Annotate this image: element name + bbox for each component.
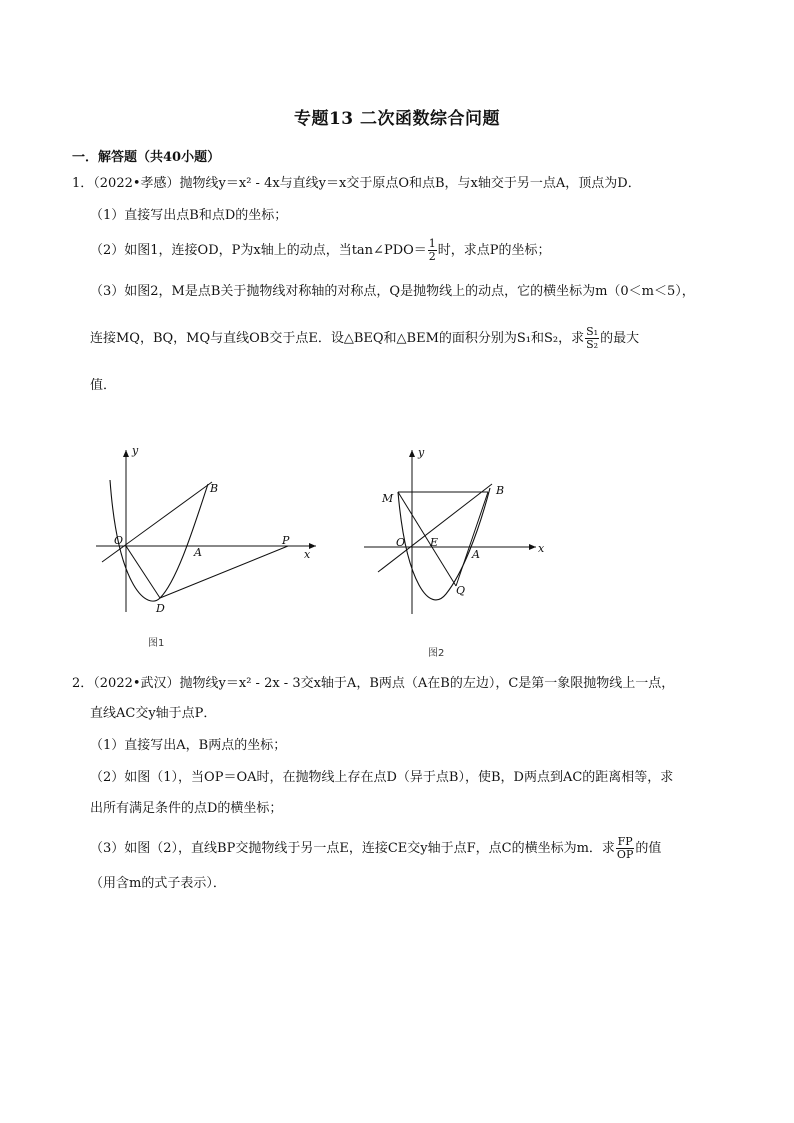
problem-1-part-3-line-3: 值． xyxy=(90,378,117,393)
segment-DP xyxy=(160,546,288,598)
segment-BQ xyxy=(456,492,488,586)
problem-2-part-3-line-2: （用含m的式子表示）． xyxy=(90,876,226,891)
label-y: y xyxy=(418,446,425,459)
label-P: P xyxy=(282,534,290,547)
fraction-numerator: FP xyxy=(617,835,633,848)
problem-2-part-1: （1）直接写出A，B两点的坐标； xyxy=(90,738,287,753)
figure-1-diagram xyxy=(88,440,328,620)
problem-1-statement: 1．（2022•孝感）抛物线y＝x² - 4x与直线y＝x交于原点O和点B，与x轴交于另一点A，顶点为D． xyxy=(72,176,641,191)
figure-1-caption: 图1 xyxy=(148,638,165,649)
fraction-one-half xyxy=(428,238,437,263)
label-Q: Q xyxy=(456,584,466,597)
page-title: 专题13 二次函数综合问题 xyxy=(293,109,501,129)
label-O: O xyxy=(114,534,124,547)
figure-2-diagram xyxy=(360,444,560,624)
label-A: A xyxy=(472,548,480,561)
problem-2-part-3-text-a: （3）如图（2），直线BP交抛物线于另一点E，连接CE交y轴于点F，点C的横坐标为m．求 xyxy=(90,841,615,856)
label-O: O xyxy=(396,536,406,549)
problem-1-part-3-text-a: 连接MQ，BQ，MQ与直线OB交于点E．设△BEQ和△BEM的面积分别为S₁和S₂，求 xyxy=(90,331,585,346)
label-M: M xyxy=(382,492,394,505)
label-E: E xyxy=(430,536,439,549)
problem-1-part-3-text-b: 的最大 xyxy=(600,331,640,346)
fraction-s1-s2 xyxy=(585,326,599,351)
y-axis-arrow-icon xyxy=(409,450,415,457)
problem-1-part-1: （1）直接写出点B和点D的坐标； xyxy=(90,208,288,223)
label-B: B xyxy=(210,482,219,495)
problem-1-part-3-line-2 xyxy=(90,326,639,351)
fraction-denominator: 2 xyxy=(428,250,436,263)
fraction-denominator: S₂ xyxy=(586,338,599,351)
section-heading: 一．解答题（共40小题） xyxy=(72,150,221,165)
fraction-denominator: OP xyxy=(616,848,634,861)
segment-OD xyxy=(126,546,160,598)
label-D: D xyxy=(156,602,165,615)
label-x: x xyxy=(538,542,545,555)
label-A: A xyxy=(194,546,202,559)
problem-2-part-2-line-1: （2）如图（1），当OP＝OA时，在抛物线上存在点D（异于点B），使B，D两点到AC的距离相等，求 xyxy=(90,770,674,785)
parabola-curve-overlay xyxy=(110,480,208,601)
label-x: x xyxy=(304,548,311,561)
figure-2-caption: 图2 xyxy=(428,648,445,659)
problem-2-part-3-line-1 xyxy=(90,836,661,861)
problem-2-statement-line-2: 直线AC交y轴于点P． xyxy=(90,706,217,721)
label-y: y xyxy=(132,444,139,457)
problem-1-part-2 xyxy=(90,238,551,263)
fraction-numerator: 1 xyxy=(428,237,436,250)
fraction-numerator: S₁ xyxy=(586,325,599,338)
problem-1-part-2-text-b: 时，求点P的坐标； xyxy=(437,243,551,258)
problem-2-statement-line-1: 2．（2022•武汉）抛物线y＝x² - 2x - 3交x轴于A，B两点（A在B的左边），C是第一象限抛物线上一点， xyxy=(72,676,675,691)
y-axis-arrow-icon xyxy=(123,450,129,457)
label-B: B xyxy=(496,484,505,497)
problem-2-part-2-line-2: 出所有满足条件的点D的横坐标； xyxy=(90,801,283,816)
x-axis-arrow-icon xyxy=(529,544,536,550)
problem-2-part-3-text-b: 的值 xyxy=(635,841,662,856)
problem-1-part-2-text-a: （2）如图1，连接OD，P为x轴上的动点，当tan∠PDO＝ xyxy=(90,243,427,258)
problem-1-part-3-line-1: （3）如图2，M是点B关于抛物线对称轴的对称点，Q是抛物线上的动点，它的横坐标为m（0＜m＜5）， xyxy=(90,284,695,299)
fraction-fp-op xyxy=(616,836,634,861)
segment-MQ xyxy=(398,492,456,586)
